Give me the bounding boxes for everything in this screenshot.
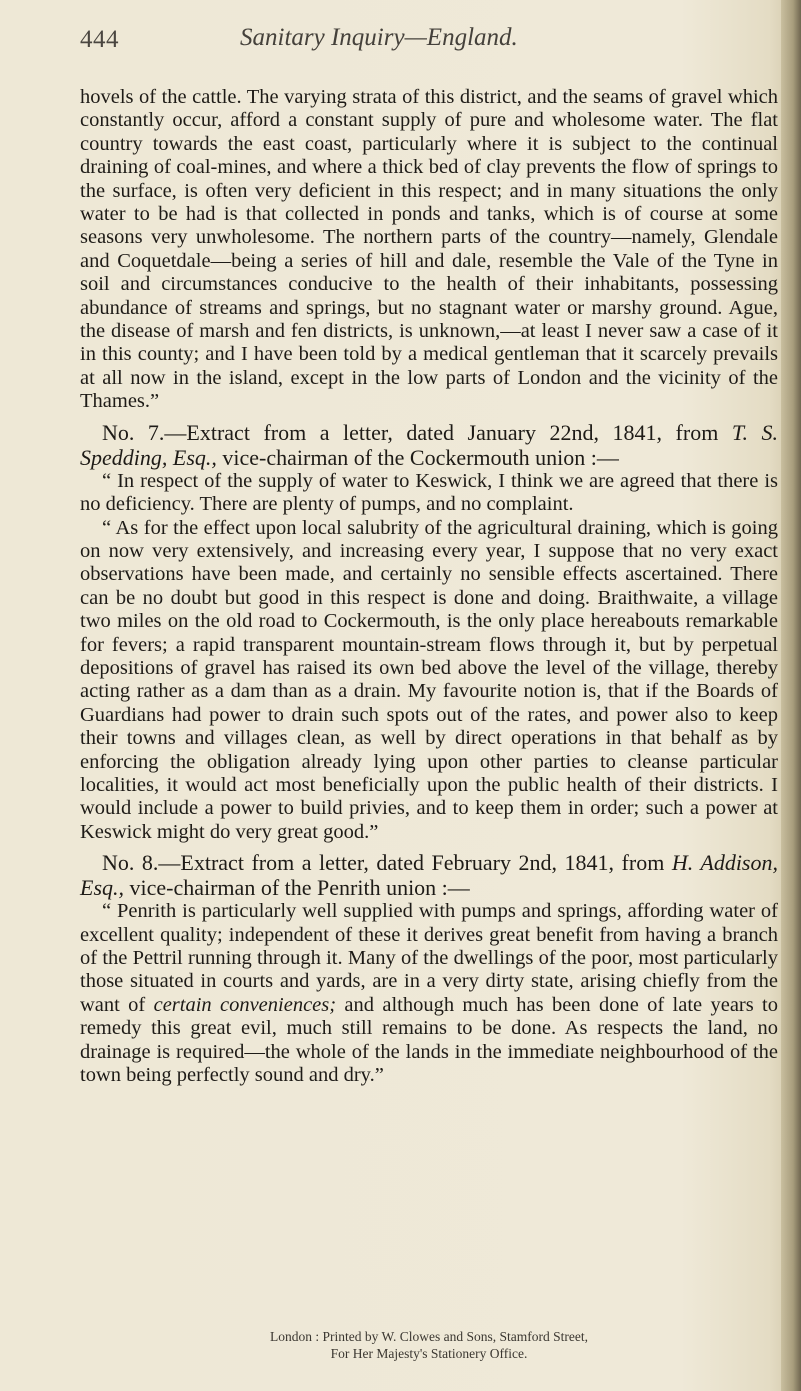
page-edge-shadow bbox=[781, 0, 801, 1391]
extract-heading-no-7 bbox=[80, 420, 778, 470]
page-header bbox=[80, 22, 770, 66]
quote-text: and although much has been done of late years to remedy this great evil, much still remains to be done. As respects the land, no drainage is required—the whole of the lands in the immediate neighbourhood of the town being perfectly sound and dry.” bbox=[80, 993, 778, 1087]
correspondent-name: T. S. Spedding, Esq., bbox=[80, 419, 778, 470]
printer-imprint bbox=[80, 1328, 778, 1362]
heading-tail: vice-chairman of the Cockermouth union :— bbox=[216, 444, 619, 470]
imprint-line: For Her Majesty's Stationery Office. bbox=[330, 1346, 528, 1361]
quote-italic-text: certain conveniences; bbox=[153, 993, 337, 1016]
quote-paragraph: “ In respect of the supply of water to Keswick, I think we are agreed that there is no deficiency. There are plenty of pumps, and no complaint. bbox=[80, 469, 778, 516]
heading-lead: No. 8.—Extract from a letter, dated February 2nd, 1841, from bbox=[102, 850, 672, 876]
quote-paragraph: “ As for the effect upon local salubrity of the agricultural draining, which is going on now very extensively, and increasing every year, I suppose that no very exact observations have been made, and certainly no sensible effects ascertained. There can be no doubt but good in this respect is done and doing. Braithwaite, a village two miles on the old road to Cockermouth, is the only place hereabouts remarkable for fevers; a rapid transparent mountain-stream flows through it, but by perpetual depositions of gravel has raised its own bed above the level of the village, thereby acting rather as a dam than as a drain. My favourite notion is, that if the Boards of Guardians had power to drain such spots out of the rates, and power also to keep their towns and villages clean, as well by direct operations in that behalf as by enforcing the obligation already lying upon other parties to cleanse particular localities, it would act most beneficially upon the public health of their districts. I would include a power to build privies, and to keep them in order; such a power at Keswick might do very great good.” bbox=[80, 516, 778, 843]
running-title: Sanitary Inquiry—England. bbox=[240, 24, 518, 51]
extract-heading-no-8 bbox=[80, 850, 778, 900]
page-body bbox=[80, 86, 778, 1087]
quote-paragraph bbox=[80, 900, 778, 1087]
heading-tail: vice-chairman of the Penrith union :— bbox=[124, 875, 470, 901]
quote-text: “ Penrith is particularly well supplied with pumps and springs, affording water of excellent quality; independent of these it derives great benefit from having a branch of the Pettril running through it. Many of the dwellings of the poor, most particularly those situated in courts and yards, are in a very dirty state, arising chiefly from the want of bbox=[80, 900, 778, 1016]
paragraph-continued: hovels of the cattle. The varying strata of this district, and the seams of gravel which constantly occur, afford a constant supply of pure and wholesome water. The flat country towards the east coast, particularly where it is subject to the continual draining of coal-mines, and where a thick bed of clay prevents the flow of springs to the surface, is often very deficient in this respect; and in many situations the only water to be had is that collected in ponds and tanks, which is of course at some seasons very unwholesome. The northern parts of the country—namely, Glendale and Coquetdale—being a series of hill and dale, resemble the Vale of the Tyne in soil and circumstances conducive to the health of their inhabitants, possessing abundance of streams and springs, but no stagnant water or marshy ground. Ague, the disease of marsh and fen districts, is unknown,—at least I never saw a case of it in this county; and I have been told by a medical gentleman that it scarcely prevails at all now in the island, except in the low parts of London and the vicinity of the Thames.” bbox=[80, 86, 778, 413]
heading-lead: No. 7.—Extract from a letter, dated January 22nd, 1841, from bbox=[102, 419, 732, 445]
correspondent-name: H. Addison, Esq., bbox=[80, 850, 778, 901]
page-number: 444 bbox=[80, 26, 119, 53]
imprint-line: London : Printed by W. Clowes and Sons, Stamford Street, bbox=[270, 1329, 588, 1344]
